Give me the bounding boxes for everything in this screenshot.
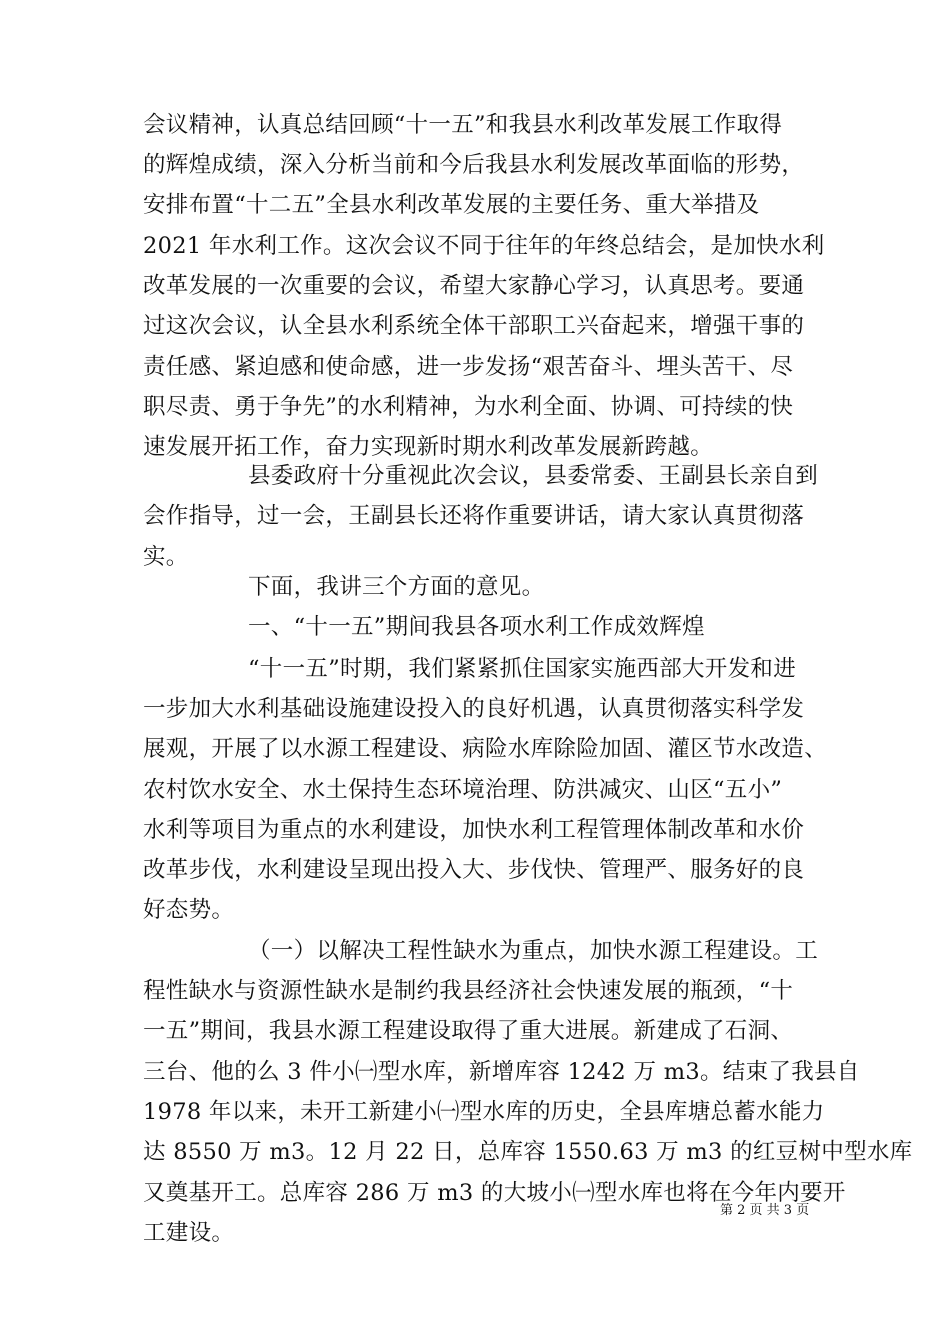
- text-line-2: 的辉煌成绩，深入分析当前和今后我县水利发展改革面临的形势，: [143, 152, 805, 178]
- text-line-16: 一步加大水利基础设施建设投入的良好机遇，认真贯彻落实科学发: [143, 696, 805, 722]
- section-heading: 一、“十一五”期间我县各项水利工作成效辉煌: [248, 614, 705, 640]
- text-line-11: 会作指导，过一会，王副县长还将作重要讲话，请大家认真贯彻落: [143, 503, 805, 529]
- text-line-15: “十一五”时期，我们紧紧抓住国家实施西部大开发和进: [248, 656, 797, 682]
- text-line-21: 好态势。: [143, 897, 235, 923]
- text-line-19: 水利等项目为重点的水利建设，加快水利工程管理体制改革和水价: [143, 817, 805, 843]
- text-line-7: 责任感、紧迫感和使命感，进一步发扬“艰苦奋斗、埋头苦干、尽: [143, 354, 794, 380]
- text-line-3: 安排布置“十二五”全县水利改革发展的主要任务、重大举措及: [143, 192, 760, 218]
- text-line-23: 程性缺水与资源性缺水是制约我县经济社会快速发展的瓶颈，“十: [143, 978, 794, 1004]
- text-line-29: 工建设。: [143, 1220, 235, 1246]
- text-line-9: 速发展开拓工作，奋力实现新时期水利改革发展新跨越。: [143, 434, 714, 460]
- text-line-28: 又奠基开工。总库容 286 万 m3 的大坡小㈠型水库也将在今年内要开: [143, 1180, 846, 1206]
- page-number-footer: 第 2 页 共 3 页: [720, 1203, 810, 1218]
- text-line-24: 一五”期间，我县水源工程建设取得了重大进展。新建成了石洞、: [143, 1018, 794, 1044]
- text-line-26: 1978 年以来，未开工新建小㈠型水库的历史，全县库塘总蓄水能力: [143, 1099, 825, 1125]
- text-line-17: 展观，开展了以水源工程建设、病险水库除险加固、灌区节水改造、: [143, 736, 828, 762]
- text-line-1: 会议精神，认真总结回顾“十一五”和我县水利改革发展工作取得: [143, 112, 783, 138]
- text-line-8: 职尽责、勇于争先”的水利精神，为水利全面、协调、可持续的快: [143, 394, 794, 420]
- text-line-25: 三台、他的么 3 件小㈠型水库，新增库容 1242 万 m3。结束了我县自: [143, 1059, 860, 1085]
- text-line-20: 改革步伐，水利建设呈现出投入大、步伐快、管理严、服务好的良: [143, 857, 805, 883]
- text-line-6: 过这次会议，认全县水利系统全体干部职工兴奋起来，增强干事的: [143, 313, 805, 339]
- text-line-18: 农村饮水安全、水土保持生态环境治理、防洪减灾、山区“五小”: [143, 777, 783, 803]
- text-line-27: 达 8550 万 m3。12 月 22 日，总库容 1550.63 万 m3 的红豆树中型水库: [143, 1139, 913, 1165]
- text-line-12: 实。: [143, 544, 189, 570]
- text-line-10: 县委政府十分重视此次会议，县委常委、王副县长亲自到: [248, 463, 819, 489]
- text-line-13: 下面，我讲三个方面的意见。: [248, 574, 545, 600]
- text-line-22: （一）以解决工程性缺水为重点，加快水源工程建设。工: [248, 938, 819, 964]
- text-line-5: 改革发展的一次重要的会议，希望大家静心学习，认真思考。要通: [143, 273, 805, 299]
- text-line-4: 2021 年水利工作。这次会议不同于往年的年终总结会，是加快水利: [143, 233, 825, 259]
